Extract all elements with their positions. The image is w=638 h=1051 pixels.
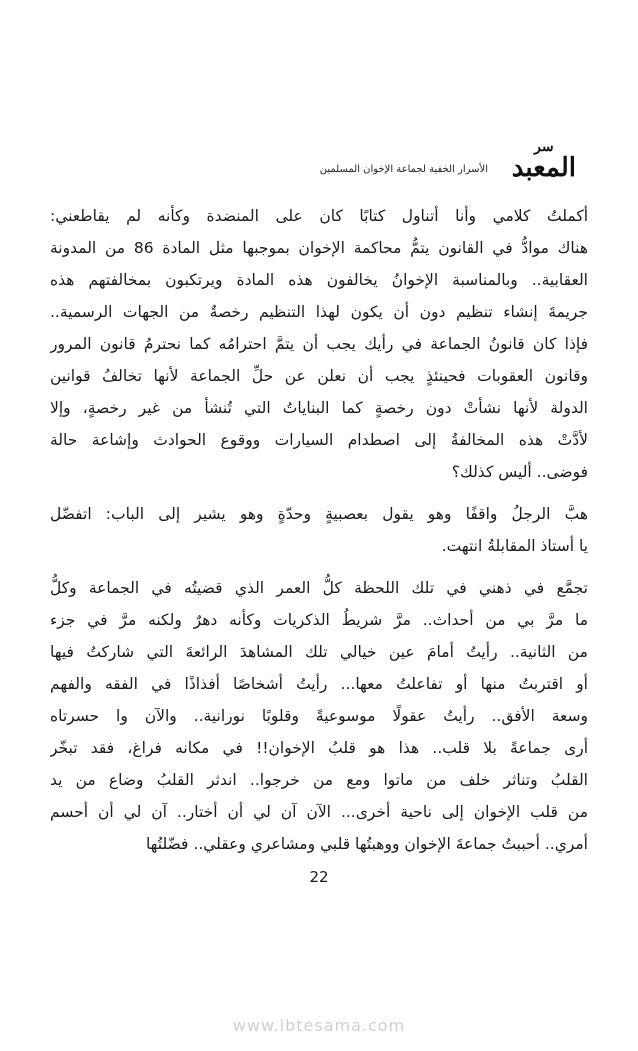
- text-line: فإذا كان قانونُ الجماعة في رأيك يجب أن يتمَّ احترامُه كما نحترمُ قانون المرور: [50, 335, 588, 353]
- body-text: [50, 200, 588, 860]
- text-line: القلبُ وتناثر خلف من ماتوا ومع من خرجوا.. اندثر القلبُ وضاع من يد: [50, 771, 588, 789]
- text-line: فوضى.. أليس كذلك؟: [451, 463, 588, 481]
- text-line: من قلب الإخوان إلى ناحية أخرى... الآن آن لي أن أختار.. آن لي أن أحسم: [50, 803, 588, 821]
- text-line: الدولة لأنها نشأتْ دون رخصةٍ كما البناياتُ التي تُنشأ من غير رخصةٍ، وإلا: [50, 399, 588, 417]
- text-line: العقابية.. وبالمناسبة الإخوانُ يخالفون هذه المادة ويرتكبون بمخالفتهم هذه: [50, 271, 588, 289]
- text-line: أرى جماعةً بلا قلب.. هذا هو قلبُ الإخوان!! في مكانه فراغ، فقد تبخّر: [50, 739, 588, 757]
- text-line: أو اقتربتُ منها أو تفاعلتُ معها... رأيتُ أشخاصًا أفذاذًا في الفقه والفهم: [50, 675, 588, 693]
- paragraph: [50, 200, 588, 488]
- page-number: 22: [309, 868, 329, 886]
- text-line: من الثانية.. رأيتُ أمامَ عين خيالي تلك المشاهدَ الرائعةَ التي شاركتُ فيها: [50, 643, 588, 661]
- text-line: جريمةَ إنشاء تنظيم دون أن يكون لهذا التنظيم رخصةٌ من الجهات الرسمية..: [50, 303, 588, 321]
- text-line: أكملتُ كلامي وأنا أتناول كتابًا كان على المنضدة وكأنه لم يقاطعني:: [50, 207, 588, 225]
- text-line: هبَّ الرجلُ واقفًا وهو يقول بعصبيةٍ وحدّةٍ وهو يشير إلى الباب: اتفضّل: [50, 505, 588, 523]
- book-logo: [512, 140, 576, 182]
- text-line: ما مرَّ بي من أحداث.. مرَّ شريطُ الذكريات وكأنه دهرٌ ولكنه مرَّ في جزء: [50, 611, 588, 629]
- page-header: [0, 140, 638, 190]
- logo-top-text: سر: [534, 139, 554, 155]
- text-line: وسعة الأفق.. رأيتُ عقولًا موسوعيةً وقلوبًا نورانية.. والآن وا حسرتاه: [50, 707, 588, 725]
- text-line: وقانون العقوبات فحينئذٍ يجب أن نعلن عن حلِّ الجماعة لأنها تخالفُ قوانين: [50, 367, 588, 385]
- text-line: هناك موادُّ في القانون يتمُّ محاكمة الإخوان بموجبها مثل المادة 86 من المدونة: [50, 239, 588, 257]
- text-line: أمري.. أحببتُ جماعةَ الإخوان ووهبتُها قلبي ومشاعري وعقلي.. فضّلتُها: [145, 835, 588, 853]
- text-line: لأدَّتْ هذه المخالفةُ إلى اصطدام السيارات ووقوع الحوادث وإشاعة حالة: [50, 431, 588, 449]
- watermark: www.ibtesama.com: [232, 1016, 406, 1035]
- text-line: يا أستاذ المقابلةُ انتهت.: [441, 537, 588, 555]
- text-line: تجمَّع في ذهني في تلك اللحظة كلُّ العمر الذي قضيتُه في الجماعة وكلُّ: [50, 579, 588, 597]
- paragraph: [50, 498, 588, 562]
- logo-main-text: المعبد: [511, 153, 576, 183]
- book-subtitle: الأسرار الخفية لجماعة الإخوان المسلمين: [319, 164, 488, 175]
- paragraph: [50, 572, 588, 860]
